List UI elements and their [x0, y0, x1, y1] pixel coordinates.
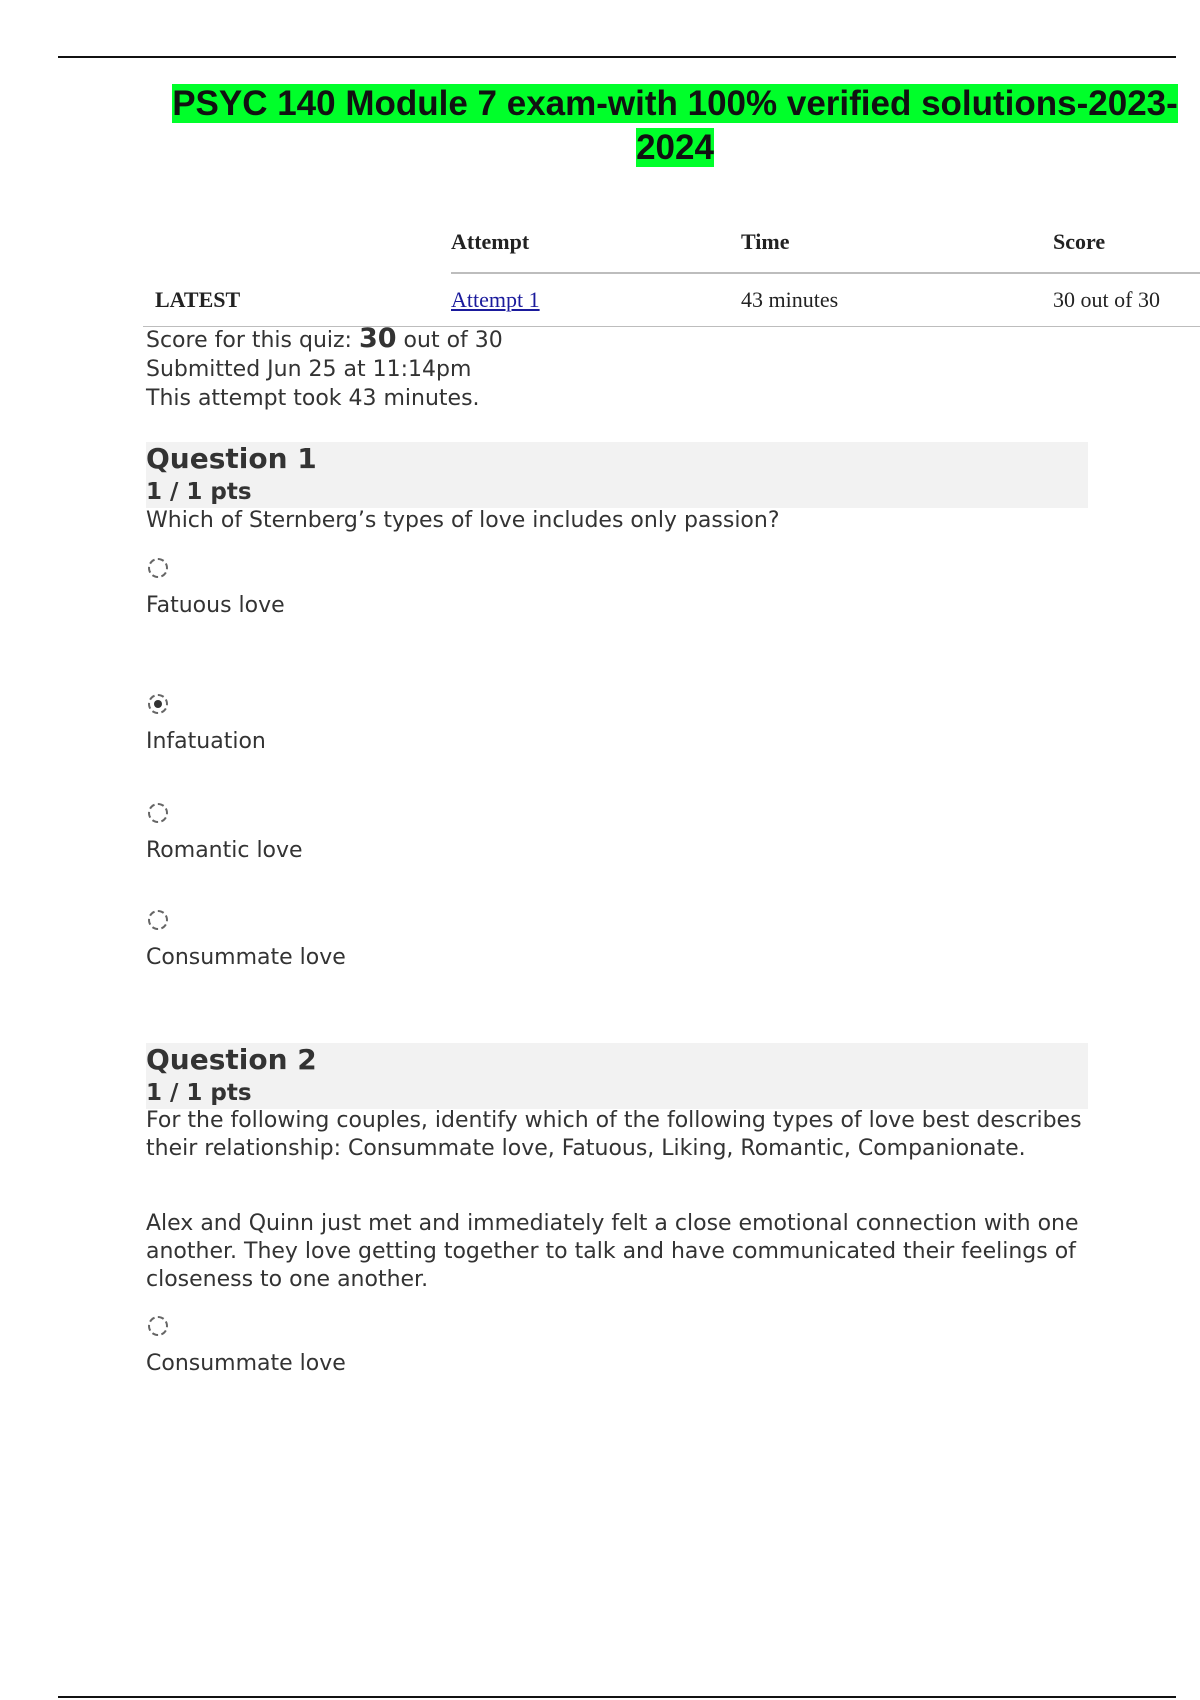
- answer-option[interactable]: [146, 1316, 346, 1378]
- answer-label: Consummate love: [146, 1351, 346, 1376]
- question-2-text: For the following couples, identify which of the following types of love best describes their relationship: Consummate love, Fatuous, Liking, Romantic, Companionate.: [146, 1108, 1082, 1161]
- radio-selected-icon[interactable]: [148, 694, 168, 714]
- time-cell: 43 minutes: [741, 273, 1053, 327]
- header-time: Time: [741, 212, 1053, 273]
- answer-label: Romantic love: [146, 838, 303, 863]
- question-points: 1 / 1 pts: [146, 1080, 252, 1106]
- score-value: 30: [358, 323, 397, 354]
- question-2-scenario: Alex and Quinn just met and immediately felt a close emotional connection with one another. They love getting together to talk and have communicated their feelings of closeness to one another.: [146, 1211, 1079, 1292]
- question-2-header: [146, 1043, 1088, 1109]
- radio-icon[interactable]: [148, 558, 168, 578]
- attempts-table: [143, 212, 1200, 327]
- submitted-line: Submitted Jun 25 at 11:14pm: [146, 357, 472, 382]
- question-title: Question 2: [146, 1043, 317, 1076]
- attempt-link[interactable]: Attempt 1: [451, 287, 540, 312]
- score-prefix: Score for this quiz:: [146, 328, 359, 353]
- question-points: 1 / 1 pts: [146, 479, 252, 505]
- attempt-cell: [451, 273, 741, 327]
- header-attempt: Attempt: [451, 212, 741, 273]
- top-rule: [58, 56, 1176, 58]
- answer-label: Fatuous love: [146, 593, 285, 618]
- status-cell: LATEST: [143, 273, 451, 327]
- radio-icon[interactable]: [148, 910, 168, 930]
- score-line: [146, 324, 503, 355]
- answer-option[interactable]: [146, 803, 303, 865]
- answer-option[interactable]: [146, 910, 346, 972]
- duration-line: This attempt took 43 minutes.: [146, 386, 480, 411]
- answer-option[interactable]: [146, 558, 285, 620]
- answer-label: Infatuation: [146, 729, 266, 754]
- score-cell: 30 out of 30: [1053, 273, 1200, 327]
- table-row: [143, 273, 1200, 327]
- question-1-header: [146, 442, 1088, 508]
- answer-label: Consummate love: [146, 945, 346, 970]
- table-header-row: [143, 212, 1200, 273]
- page-title: [150, 82, 1200, 170]
- answer-option[interactable]: [146, 694, 266, 756]
- radio-icon[interactable]: [148, 1316, 168, 1336]
- radio-icon[interactable]: [148, 803, 168, 823]
- question-title: Question 1: [146, 442, 317, 475]
- quiz-summary: [146, 324, 503, 413]
- title-highlight: PSYC 140 Module 7 exam-with 100% verified solutions-2023-2024: [172, 84, 1178, 167]
- header-blank: [143, 212, 451, 273]
- header-score: Score: [1053, 212, 1200, 273]
- bottom-rule: [58, 1696, 1176, 1698]
- question-1-text: Which of Sternberg’s types of love includes only passion?: [146, 508, 780, 533]
- score-suffix: out of 30: [396, 328, 503, 353]
